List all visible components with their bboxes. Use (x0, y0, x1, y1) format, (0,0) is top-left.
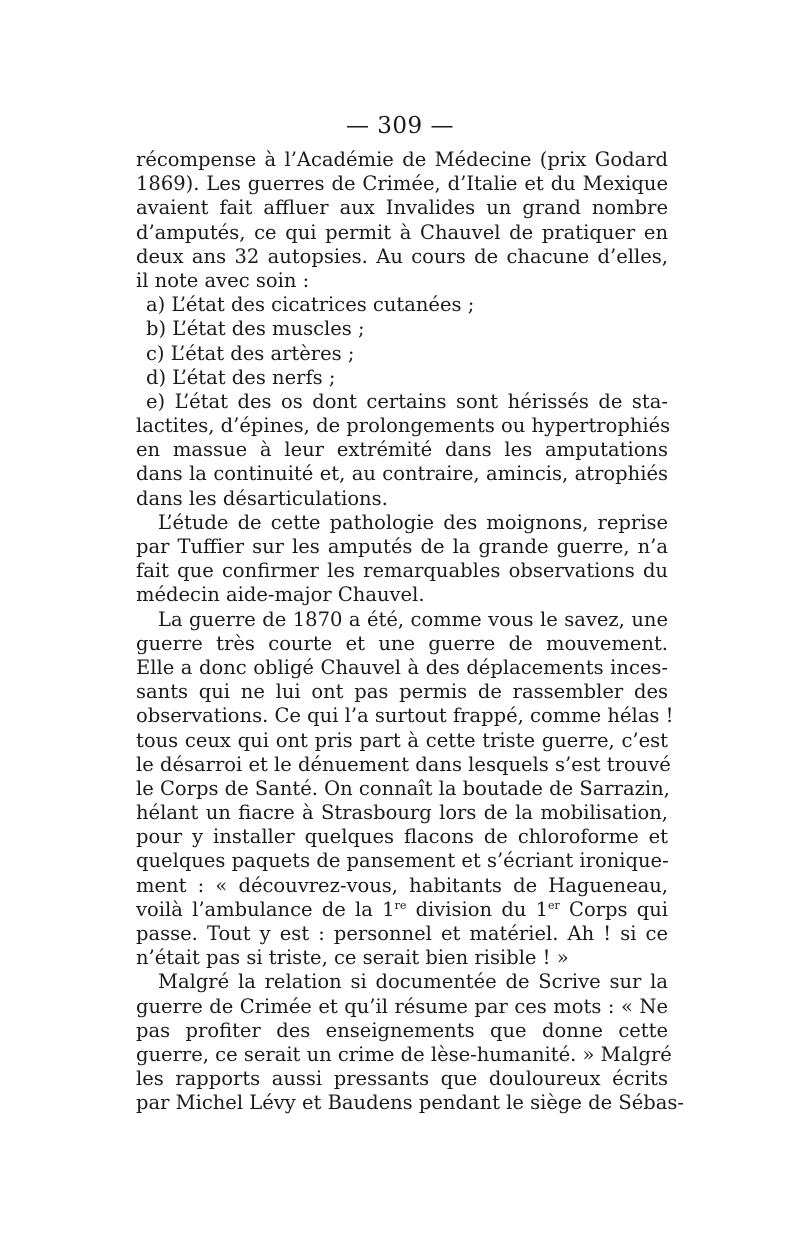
text-line: guerre très courte et une guerre de mouvement. (136, 631, 668, 655)
list-item: d) L’état des nerfs ; (146, 365, 336, 389)
list-item: c) L’état des artères ; (146, 341, 355, 365)
text-line: en massue à leur extrémité dans les amputations (136, 438, 668, 462)
text-line: fait que confirmer les remarquables observations du (136, 559, 668, 583)
text-line: pour y installer quelques flacons de chloroforme et (136, 825, 668, 849)
text-line: guerre de Crimée et qu’il résume par ces mots : « Ne (136, 994, 668, 1018)
text-line: passe. Tout y est : personnel et matériel. Ah ! si ce (136, 922, 668, 945)
text-line: L’étude de cette pathologie des moignons, reprise (158, 510, 668, 534)
text-line: avaient fait affluer aux Invalides un grand nombre (136, 196, 668, 220)
text-line: les rapports aussi pressants que douloureux écrits (136, 1067, 668, 1091)
text-line: dans les désarticulations. (136, 486, 388, 510)
ordinal-suffix: re (394, 898, 407, 912)
text-line: il note avec soin : (136, 268, 310, 292)
list-item: e) L’état des os dont certains sont hérissés de sta- (146, 389, 668, 413)
text-line: n’était pas si triste, ce serait bien risible ! » (136, 946, 569, 970)
body-text (136, 148, 684, 1116)
text-line: 1869). Les guerres de Crimée, d’Italie et du Mexique (136, 172, 668, 196)
text-line: récompense à l’Académie de Médecine (prix Godard (136, 148, 668, 171)
text-line: dans la continuité et, au contraire, amincis, atrophiés (136, 462, 668, 486)
page-number: — 309 — (345, 113, 455, 139)
text-line: ment : « découvrez-vous, habitants de Hagueneau, (136, 873, 668, 897)
text-line: sants qui ne lui ont pas permis de rassembler des (136, 680, 668, 704)
text-line: quelques paquets de pansement et s’écriant ironique- (136, 849, 669, 873)
text-line: par Tuffier sur les amputés de la grande guerre, n’a (136, 535, 668, 558)
text-segment: voilà l’ambulance de la (136, 897, 383, 921)
text-line: par Michel Lévy et Baudens pendant le siège de Sébas- (136, 1091, 684, 1115)
text-line: pas profiter des enseignements que donne cette (136, 1018, 668, 1042)
text-line: Malgré la relation si documentée de Scrive sur la (158, 970, 668, 994)
text-line (136, 898, 668, 922)
list-item: a) L’état des cicatrices cutanées ; (146, 293, 475, 317)
text-line: d’amputés, ce qui permit à Chauvel de pratiquer en (136, 220, 668, 244)
text-line: le désarroi et le dénuement dans lesquels s’est trouvé (136, 752, 671, 776)
text-line: hélant un fiacre à Strasbourg lors de la mobilisation, (136, 801, 668, 825)
text-segment: Corps qui (559, 897, 669, 921)
ordinal-suffix: er (548, 898, 560, 912)
text-line: guerre, ce serait un crime de lèse-humanité. » Malgré (136, 1042, 672, 1066)
text-line: Elle a donc obligé Chauvel à des déplacements inces- (136, 655, 668, 679)
text-line: le Corps de Santé. On connaît la boutade de Sarrazin, (136, 776, 670, 800)
text-line: deux ans 32 autopsies. Au cours de chacune d’elles, (136, 244, 668, 268)
list-item: b) L’état des muscles ; (146, 317, 365, 341)
text-line: observations. Ce qui l’a surtout frappé, comme hélas ! (136, 704, 674, 728)
ordinal-number: 1 (382, 897, 395, 921)
text-line: lactites, d’épines, de prolongements ou hypertrophiés (136, 414, 671, 438)
text-line: médecin aide-major Chauvel. (136, 583, 425, 607)
ordinal-number: 1 (535, 897, 549, 921)
text-segment: division du (406, 897, 536, 921)
text-line: La guerre de 1870 a été, comme vous le savez, une (158, 607, 668, 631)
text-line: tous ceux qui ont pris part à cette triste guerre, c’est (136, 728, 668, 752)
